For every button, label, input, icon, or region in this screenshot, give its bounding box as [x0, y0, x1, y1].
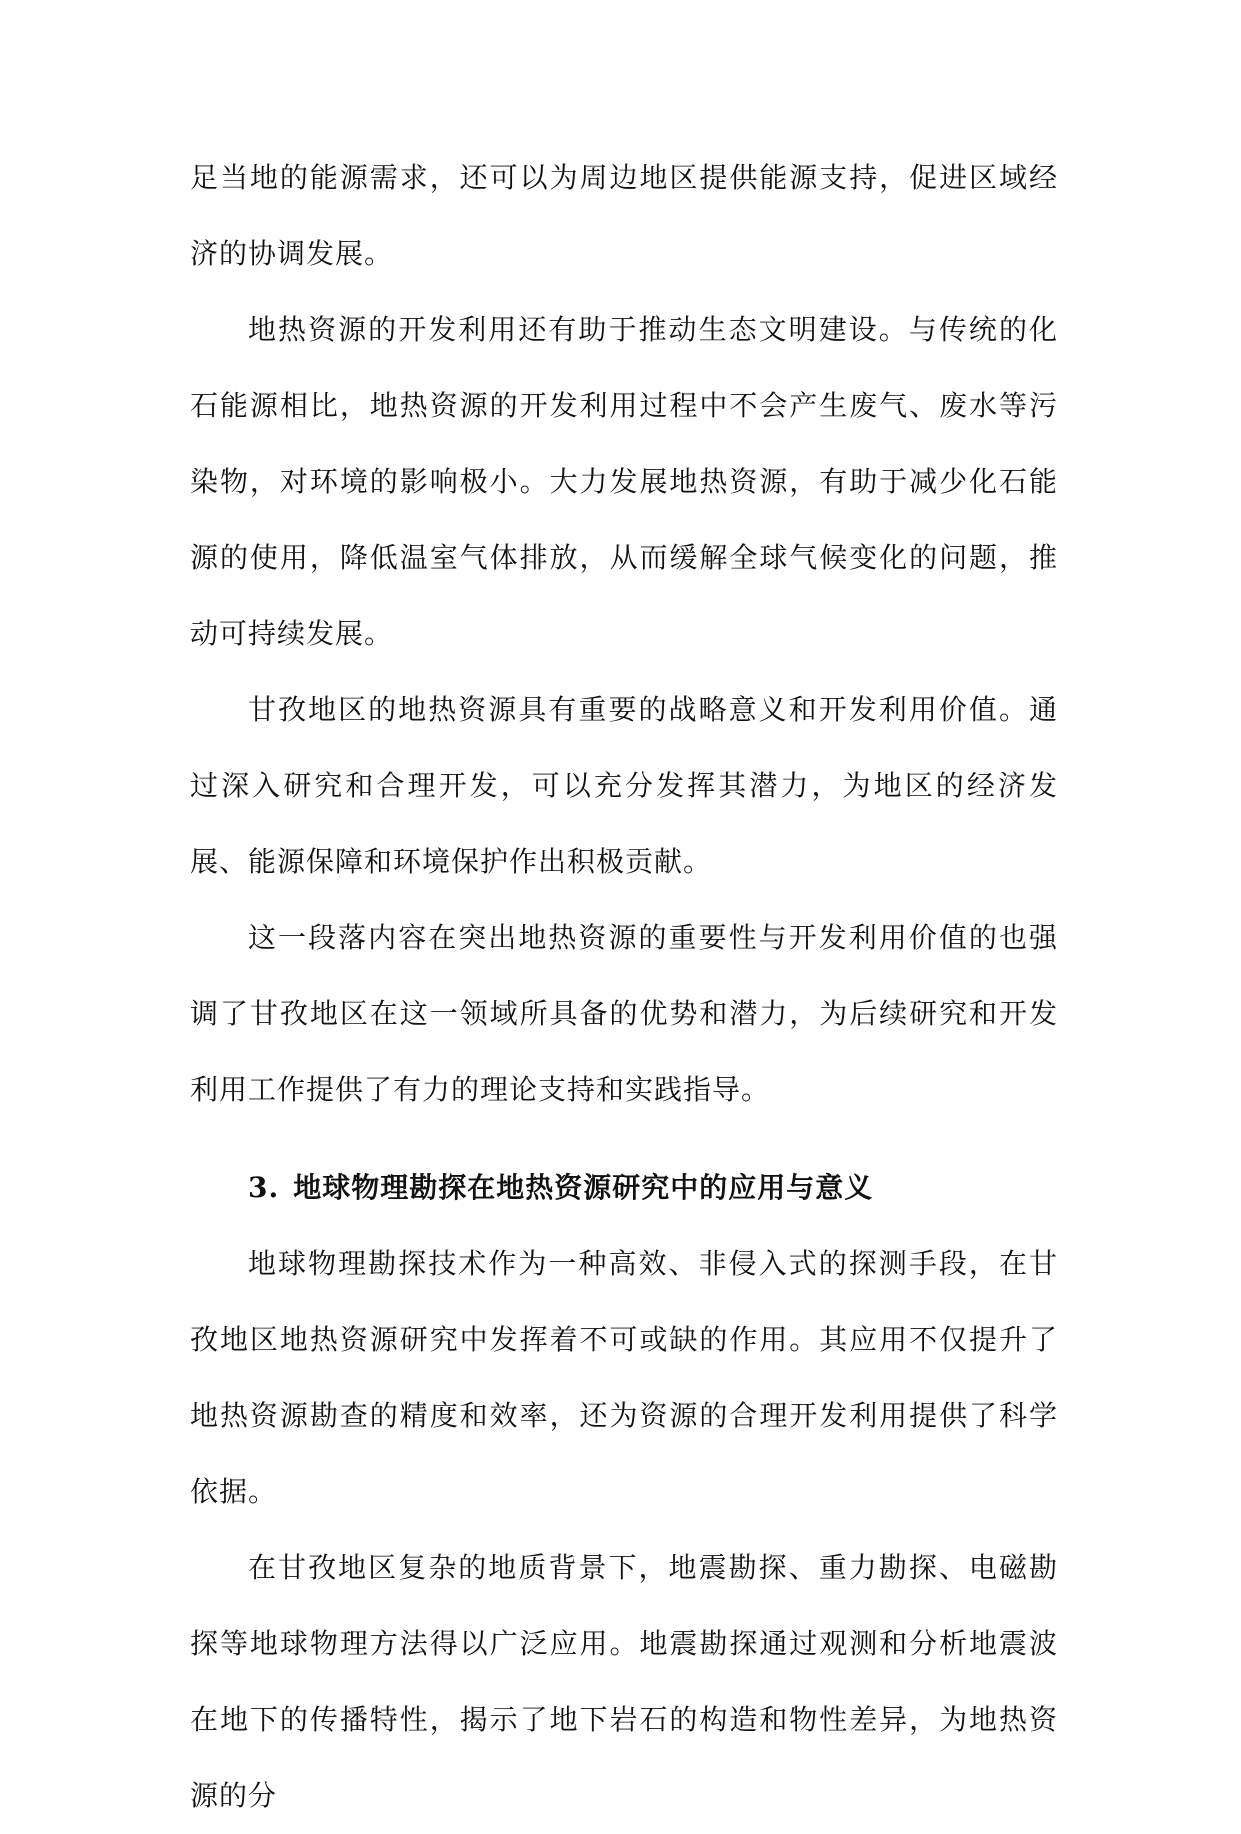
section-number: 3. — [248, 1171, 280, 1204]
paragraph-ecological: 地热资源的开发利用还有助于推动生态文明建设。与传统的化石能源相比，地热资源的开发利用过程中不会产生废气、废水等污染物，对环境的影响极小。大力发展地热资源，有助于减少化石能源的使用，降低温室气体排放，从而缓解全球气候变化的问题，推动可持续发展。 — [190, 313, 1058, 650]
paragraph-strategic-value: 甘孜地区的地热资源具有重要的战略意义和开发利用价值。通过深入研究和合理开发，可以充分发挥其潜力，为地区的经济发展、能源保障和环境保护作出积极贡献。 — [190, 693, 1058, 878]
document-body — [190, 140, 1058, 1834]
paragraph-geophysics-intro: 地球物理勘探技术作为一种高效、非侵入式的探测手段，在甘孜地区地热资源研究中发挥着不可或缺的作用。其应用不仅提升了地热资源勘查的精度和效率，还为资源的合理开发利用提供了科学依据。 — [190, 1247, 1058, 1508]
paragraph-summary: 这一段落内容在突出地热资源的重要性与开发利用价值的也强调了甘孜地区在这一领域所具备的优势和潜力，为后续研究和开发利用工作提供了有力的理论支持和实践指导。 — [190, 921, 1058, 1106]
paragraph-geophysics-methods: 在甘孜地区复杂的地质背景下，地震勘探、重力勘探、电磁勘探等地球物理方法得以广泛应用。地震勘探通过观测和分析地震波在地下的传播特性，揭示了地下岩石的构造和物性差异，为地热资源的分 — [190, 1551, 1058, 1812]
section-title: 地球物理勘探在地热资源研究中的应用与意义 — [293, 1171, 874, 1204]
section-heading — [190, 1150, 1058, 1226]
paragraph-continued: 足当地的能源需求，还可以为周边地区提供能源支持，促进区域经济的协调发展。 — [190, 161, 1058, 270]
